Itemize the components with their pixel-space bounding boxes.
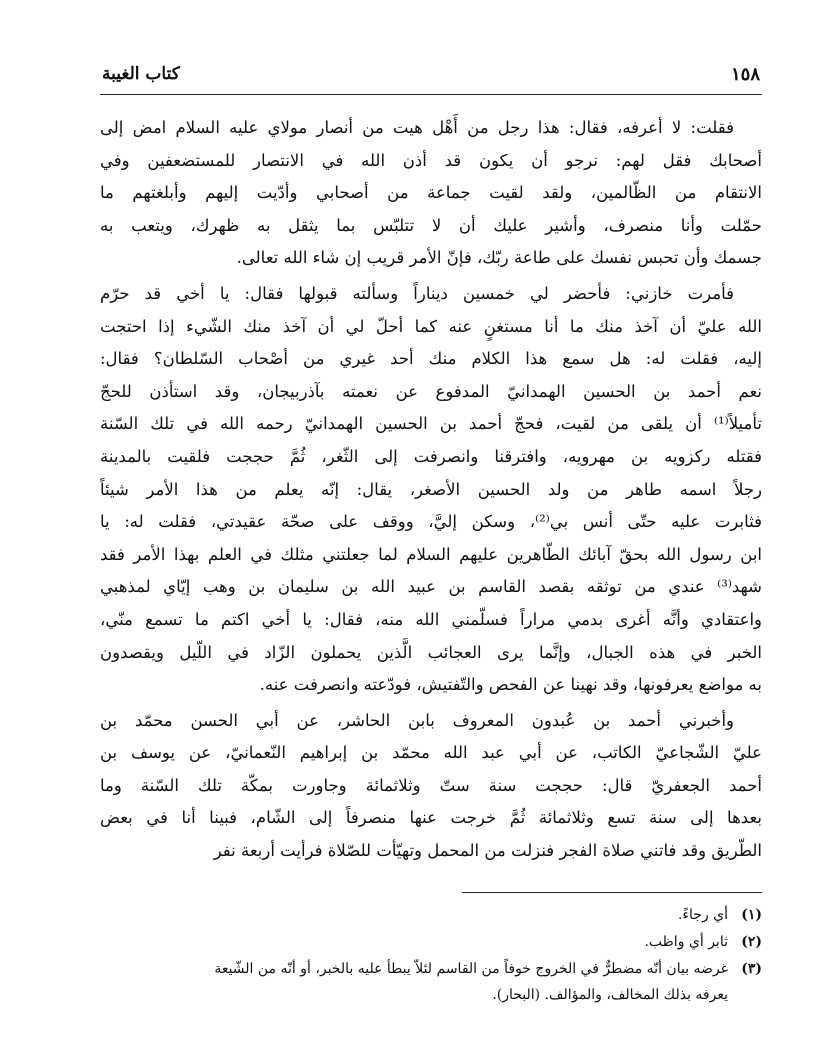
footnote: [100, 902, 762, 929]
text-line: عليّ الشّجاعيّ الكاتب، عن أبي عبد الله محمّد بن إبراهيم النّعمانيّ، عن يوسف بن: [100, 743, 762, 763]
header-rule: [100, 94, 762, 95]
text-line: شهد⁽³⁾ عندي من توثقه بقصد القاسم بن عبيد الله بن سليمان بن وهب إيّاي لمذهبي: [100, 577, 762, 597]
footnotes: [100, 902, 762, 1008]
footnote: [100, 956, 762, 1008]
text-line: جسمك وأن تحبس نفسك على طاعة ربّك، فإنّ الأمر قريب إن شاء الله تعالى.: [236, 248, 762, 268]
text-line: رجلاً اسمه طاهر من ولد الحسين الأصغر، يقال: إنّه يعلم من هذا الأمر شيئاً: [100, 479, 762, 499]
text-line: فأمرت خازني: فأحضر لي خمسين ديناراً وسألته قبولها فقال: يا أخي قد حرّم: [100, 283, 734, 303]
text-line: فقتله ركزويه بن مهرويه، وافترقنا وانصرفت إلى الثّغر، ثُمَّ حججت فلقيت بالمدينة: [100, 446, 762, 466]
text-line: إليه، فقلت له: هل سمع هذا الكلام منك أحد غيري من أصْحاب السّلطان؟ فقال:: [100, 349, 762, 369]
text-line: واعتقادي وأنَّه أغرى بدمي مراراً فسلّمني الله منه، فقال: يا أخي اكتم ما تسمع منّي،: [100, 609, 762, 629]
text-line: فقلت: لا أعرفه، فقال: هذا رجل من أَهْل هيت من أنصار مولاي عليه السلام امض إلى: [100, 118, 734, 137]
book-title: كتاب الغيبة: [102, 64, 180, 84]
footnote-text: أي رجاءً.: [677, 907, 728, 923]
text-line: أحمد الجعفريّ قال: حججت سنة ستّ وثلاثمائة وجاورت بمكّة تلك السّنة وما: [100, 775, 762, 795]
paragraph: [100, 705, 762, 868]
footnote-rule: [462, 892, 762, 893]
footnote-text-continued: يعرفه بذلك المخالف، والمؤالف. (البحار).: [492, 987, 728, 1003]
page-number: ١٥٨: [730, 64, 760, 85]
page-header: [100, 64, 762, 90]
text-line: تأميلاً⁽¹⁾ أن يلقى من لقيت، فحجّ أحمد بن الحسين الهمدانيّ رحمه الله في تلك السّنة: [100, 414, 762, 434]
footnote-number: (٣): [741, 961, 762, 977]
text-line: به مواضع يعرفونها، وقد نهينا عن الفحص والتّفتيش، فودّعته وانصرفت عنه.: [259, 675, 762, 695]
main-text: [100, 112, 762, 871]
text-line: وأخبرني أحمد بن عُبدون المعروف بابن الحاشر، عن أبي الحسن محمّد بن: [100, 710, 734, 730]
text-line: أصحابك فقل لهم: نرجو أن يكون قد أذن الله في الانتصار للمستضعفين وفي: [100, 150, 762, 170]
footnote-number: (٢): [741, 934, 762, 950]
text-line: حمّلت وأنا منصرف، وأشير عليك أن لا تتلبّس بما يثقل به ظهرك، ويتعب به: [100, 215, 762, 235]
footnote: [100, 929, 762, 956]
text-line: الله عليّ أن آخذ منك ما أنا مستغنٍ عنه كما أحلّ لي أن آخذ منك الشّيء إذا احتجت: [100, 316, 762, 336]
footnote-text: ثابر أي واظب.: [644, 934, 728, 950]
text-line: الانتقام من الظّالمين، ولقد لقيت جماعة من أصحابي وأدّيت إليهم وأبلغتهم ما: [100, 183, 762, 203]
text-line: بعدها إلى سنة تسع وثلاثمائة ثُمَّ خرجت عنها منصرفاً إلى الشّام، فبينا أنا في بعض: [100, 808, 762, 828]
text-line: الخبر في هذه الجبال، وإنَّما يرى العجائب الَّذين يحملون الزّاد في اللّيل ويقصدون: [100, 642, 762, 662]
text-line: فثابرت عليه حتّى أنس بي⁽²⁾، وسكن إليَّ، ووقف على صحّة عقيدتي، فقلت له: يا: [100, 512, 762, 532]
footnote-text: غرضه بيان أنّه مضطرٌّ في الخروج خوفاً من القاسم لئلاّ يبطأ عليه بالخبر، أو أنّه من الشّيعة: [214, 961, 728, 977]
footnote-number: (١): [741, 907, 762, 923]
text-line: ابن رسول الله بحقّ آبائك الطّاهرين عليهم السلام لما جعلتني مثلك في العلم بهذا الأمر فقد: [100, 544, 762, 564]
paragraph: [100, 112, 762, 275]
text-line: نعم أحمد بن الحسين الهمدانيّ المدفوع عن نعمته بآذربيجان، وقد استأذن للحجّ: [100, 381, 762, 401]
paragraph: [100, 278, 762, 702]
text-line: الطّريق وقد فاتني صلاة الفجر فنزلت من المحمل وتهيّأت للصّلاة فرأيت أربعة نفر: [213, 841, 762, 861]
